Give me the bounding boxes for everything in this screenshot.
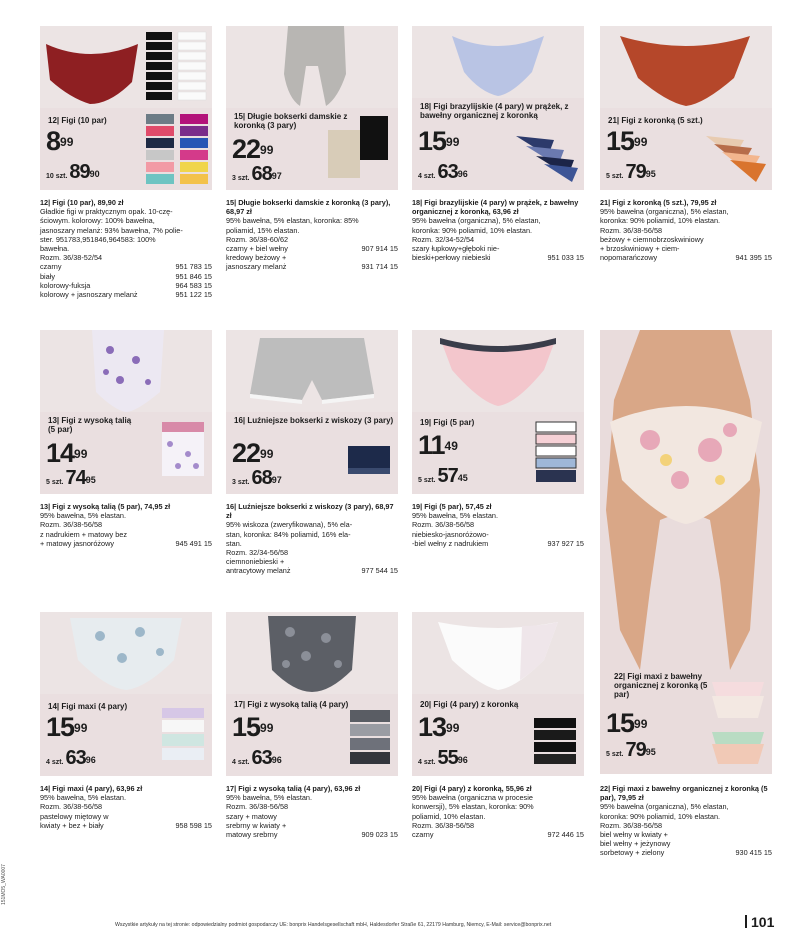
product-photo [600,330,772,670]
description-title: 21| Figi z koronką (5 szt.), 79,95 zł [600,198,717,207]
unit-price: $14^{99}$ [46,438,88,468]
desc-line: Rozm. 32/34-52/54 [412,234,475,244]
product-thumbnails [158,420,208,480]
product-card-16[interactable] [226,330,398,494]
variant-row[interactable]: nopomarańczowy 941 395 15 [600,253,772,263]
desc-line: poliamid, 15% elastan. [226,225,300,235]
multi-price: 10 szt. $89^{90}$ [46,161,100,183]
description-title: 19| Figi (5 par), 57,45 zł [412,502,492,511]
product-card-14[interactable] [40,612,212,776]
price-label: 19| Figi (5 par) [420,418,475,427]
desc-line: pastelowy miętowy w [40,811,109,821]
multi-price: 5 szt. $57^{45}$ [418,465,468,487]
desc-line: 95% bawełna, 5% elastan. [40,793,126,803]
desc-line: 95% bawełna (organiczna), 5% elastan, [600,802,729,812]
unit-price: $13^{99}$ [418,712,460,742]
price-label: 21| Figi z koronką (5 szt.) [608,116,703,125]
product-thumbnails [704,130,768,186]
product-description-21 [600,198,772,262]
price-label: 12| Figi (10 par) [48,116,107,125]
multi-price: 5 szt. $79^{95}$ [606,161,656,183]
product-photo [226,330,398,412]
desc-line: Rozm. 36/38-56/58 [40,802,103,812]
desc-line: z nadrukiem + matowy bez [40,529,127,539]
desc-line: 95% bawełna, 5% elastan. [412,511,498,521]
product-photo [226,612,398,694]
multi-price: 3 szt. $68^{97}$ [232,163,282,185]
color-swatches [144,112,210,186]
variant-row[interactable]: bieski+perłowy niebieski 951 033 15 [412,253,584,263]
product-card-21[interactable] [600,26,772,190]
desc-line: + brzoskwiniowy + ciem- [600,244,680,254]
description-title: 15| Długie bokserki damskie z koronką (3 pary), 68,97 zł [226,198,391,217]
desc-line: biel wełny + jeżynowy [600,839,671,849]
product-card-19[interactable] [412,330,584,494]
page-number: 101 [745,914,774,930]
multi-price: 4 szt. $63^{96}$ [232,747,282,769]
desc-line: 95% bawełna, 5% elastan. [226,793,312,803]
product-photo [40,612,212,694]
description-title: 16| Luźniejsze bokserki z wiskozy (3 pary), 68,97 zł [226,502,394,521]
variant-row[interactable]: kredowy beżowy + [226,253,287,263]
variant-row[interactable]: -biel wełny z nadrukiem 937 927 15 [412,538,584,548]
desc-line: poliamid, 10% elastan. [412,811,486,821]
multi-price: 5 szt. $79^{95}$ [606,739,656,761]
variant-row[interactable]: czarny 972 446 15 [412,830,584,840]
product-thumbnails [144,30,210,108]
multi-price: 3 szt. $68^{97}$ [232,467,282,489]
product-thumbnails [514,132,580,184]
product-photo [600,26,772,108]
product-description-18 [412,198,584,262]
unit-price: $22^{99}$ [232,134,274,164]
desc-line: 95% bawełna (organiczna w procesie [412,793,533,803]
price-label: 15| Długie bokserki damskie z koronką (3 pary) [234,112,348,130]
product-thumbnails [346,706,394,766]
product-description-16 [226,502,398,576]
multi-price: 5 szt. $74^{95}$ [46,467,96,489]
desc-line: biel wełny w kwiaty + [600,830,668,840]
desc-line: Rozm. 36/38-56/58 [600,225,663,235]
desc-line: Rozm. 36/38-56/58 [40,520,103,530]
product-thumbnails [158,704,208,764]
multi-price: 4 szt. $63^{96}$ [418,161,468,183]
desc-line: ster. 951783,951846,964583: 100% [40,234,156,244]
desc-line: konwersji), 5% elastan, koronka: 90% [412,802,534,812]
unit-price: $15^{99}$ [606,126,648,156]
variant-row[interactable]: kwiaty + bez + biały 958 598 15 [40,820,212,830]
catalog-code: 151MO5_WA0007 [1,864,7,905]
desc-line: Rozm. 36/38-56/58 [412,520,475,530]
desc-line: 95% bawełna (organiczna), 5% elastan, [600,207,729,217]
description-title: 12| Figi (10 par), 89,90 zł [40,198,124,207]
desc-line: Rozm. 36/38-56/58 [412,820,475,830]
product-thumbnails [530,714,580,768]
desc-line: Rozm. 36/38-56/58 [600,820,663,830]
product-photo [412,612,584,694]
variant-row[interactable]: biały 951 846 15 [40,271,212,281]
desc-line: 95% bawełna (organiczna), 5% elastan, [412,216,541,226]
desc-line: Rozm. 36/38-52/54 [40,253,103,263]
desc-line: stan, koronka: 84% poliamid, 16% ela- [226,529,351,539]
desc-line: szary łupkowy+głęboki nie- [412,244,500,254]
desc-line: koronka: 90% poliamid, 10% elastan. [600,811,721,821]
product-thumbnails [344,440,394,480]
price-label: 17| Figi z wysoką talią (4 pary) [234,700,349,709]
price-label: 22| Figi maxi z bawełny organicznej z koronką (5 par) [614,672,708,699]
unit-price: $22^{99}$ [232,438,274,468]
product-card-22[interactable] [600,330,772,774]
desc-line: 95% bawełna, 5% elastan. [40,511,126,521]
variant-row[interactable]: matowy srebrny 909 023 15 [226,830,398,840]
product-photo [412,26,584,98]
price-label: 20| Figi (4 pary) z koronką [420,700,519,709]
variant-row[interactable]: kolorowy + jasnoszary melanż 951 122 15 [40,290,212,300]
product-card-17[interactable] [226,612,398,776]
product-card-13[interactable] [40,330,212,494]
unit-price: $15^{99}$ [232,712,274,742]
desc-line: stan. [226,538,242,548]
multi-price: 4 szt. $55^{96}$ [418,747,468,769]
unit-price: $15^{99}$ [606,708,648,738]
desc-line: bawełna. [40,244,70,254]
variant-row[interactable]: czarny + biel wełny 907 914 15 [226,244,398,254]
desc-line: ściowym. kolorowy: 100% bawełna, [40,216,155,226]
product-description-12 [40,198,212,299]
product-photo [40,330,212,412]
legal-footer: Wszystkie artykuły na tej stronie: odpowiedzialny podmiot gospodarczy UE: bonprix Handelsgesellschaft mbH, Haldesdorfer Straße 61, 22179 Hamburg, Niemcy, E-Mail: service@bonprix.net [115,922,552,928]
description-title: 18| Figi brazylijskie (4 pary) w prążek, z bawełny organicznej z koronką, 63,96 zł [412,198,579,217]
product-description-17 [226,784,398,839]
desc-line: koronka: 90% poliamid, 10% elastan. [412,225,533,235]
desc-line: Rozm. 32/34-56/58 [226,548,289,558]
desc-line: 95% bawełna, 5% elastan, koronka: 85% [226,216,359,226]
variant-row[interactable]: sorbetowy + zielony 930 415 15 [600,848,772,858]
unit-price: $8^{99}$ [46,126,74,156]
desc-line: srebrny w kwiaty + [226,820,287,830]
product-card-12[interactable] [40,26,212,190]
desc-line: 95% wiskoza (zweryfikowana), 5% ela- [226,520,353,530]
desc-line: Rozm. 36/38-56/58 [226,802,289,812]
variant-row[interactable]: kolorowy-fuksja 964 583 15 [40,280,212,290]
price-label: 14| Figi maxi (4 pary) [48,702,128,711]
variant-row[interactable]: + matowy jasnoróżowy 945 491 15 [40,538,212,548]
variant-row[interactable]: jasnoszary melanż 931 714 15 [226,262,398,272]
page-number-bar [745,915,747,928]
product-description-14 [40,784,212,830]
product-description-22 [600,784,772,858]
desc-line: beżowy + ciemnobrzoskwiniowy [600,234,704,244]
product-card-20[interactable] [412,612,584,776]
product-description-20 [412,784,584,839]
description-title: 17| Figi z wysoką talią (4 pary), 63,96 zł [226,784,361,793]
product-card-15[interactable] [226,26,398,190]
unit-price: $11^{49}$ [418,430,458,460]
desc-line: jasnoszary melanż: 93% bawełna, 7% polie- [40,225,183,235]
product-description-15 [226,198,398,272]
product-thumbnails [326,114,394,186]
price-label: 18| Figi brazylijskie (4 pary) w prążek, z bawełny organicznej z koronką [420,102,569,120]
product-thumbnails [532,420,580,486]
unit-price: $15^{99}$ [46,712,88,742]
desc-line: ciemnoniebieski + [226,557,285,567]
unit-price: $15^{99}$ [418,126,460,156]
desc-line: Rozm. 36/38-60/62 [226,234,289,244]
product-thumbnails [708,678,768,768]
desc-line: niebiesko-jasnoróżowo- [412,529,489,539]
description-title: 20| Figi (4 pary) z koronką, 55,96 zł [412,784,532,793]
description-title: 13| Figi z wysoką talią (5 par), 74,95 zł [40,502,171,511]
desc-line: Gładkie figi w praktycznym opak. 10-czę- [40,207,173,217]
product-description-13 [40,502,212,548]
desc-line: szary + matowy [226,811,277,821]
product-card-18[interactable] [412,26,584,190]
description-lines [40,207,212,262]
description-title: 14| Figi maxi (4 pary), 63,96 zł [40,784,143,793]
multi-price: 4 szt. $63^{96}$ [46,747,96,769]
price-label: 16| Luźniejsze bokserki z wiskozy (3 pary) [234,416,394,425]
product-photo [412,330,584,412]
product-description-19 [412,502,584,548]
product-photo [226,26,398,108]
variant-row[interactable]: czarny 951 783 15 [40,262,212,272]
description-title: 22| Figi maxi z bawełny organicznej z koronką (5 par), 79,95 zł [600,784,768,803]
price-label: 13| Figi z wysoką talią (5 par) [48,416,132,434]
desc-line: koronka: 90% poliamid, 10% elastan. [600,216,721,226]
variant-row[interactable]: antracytowy melanż 977 544 15 [226,566,398,576]
